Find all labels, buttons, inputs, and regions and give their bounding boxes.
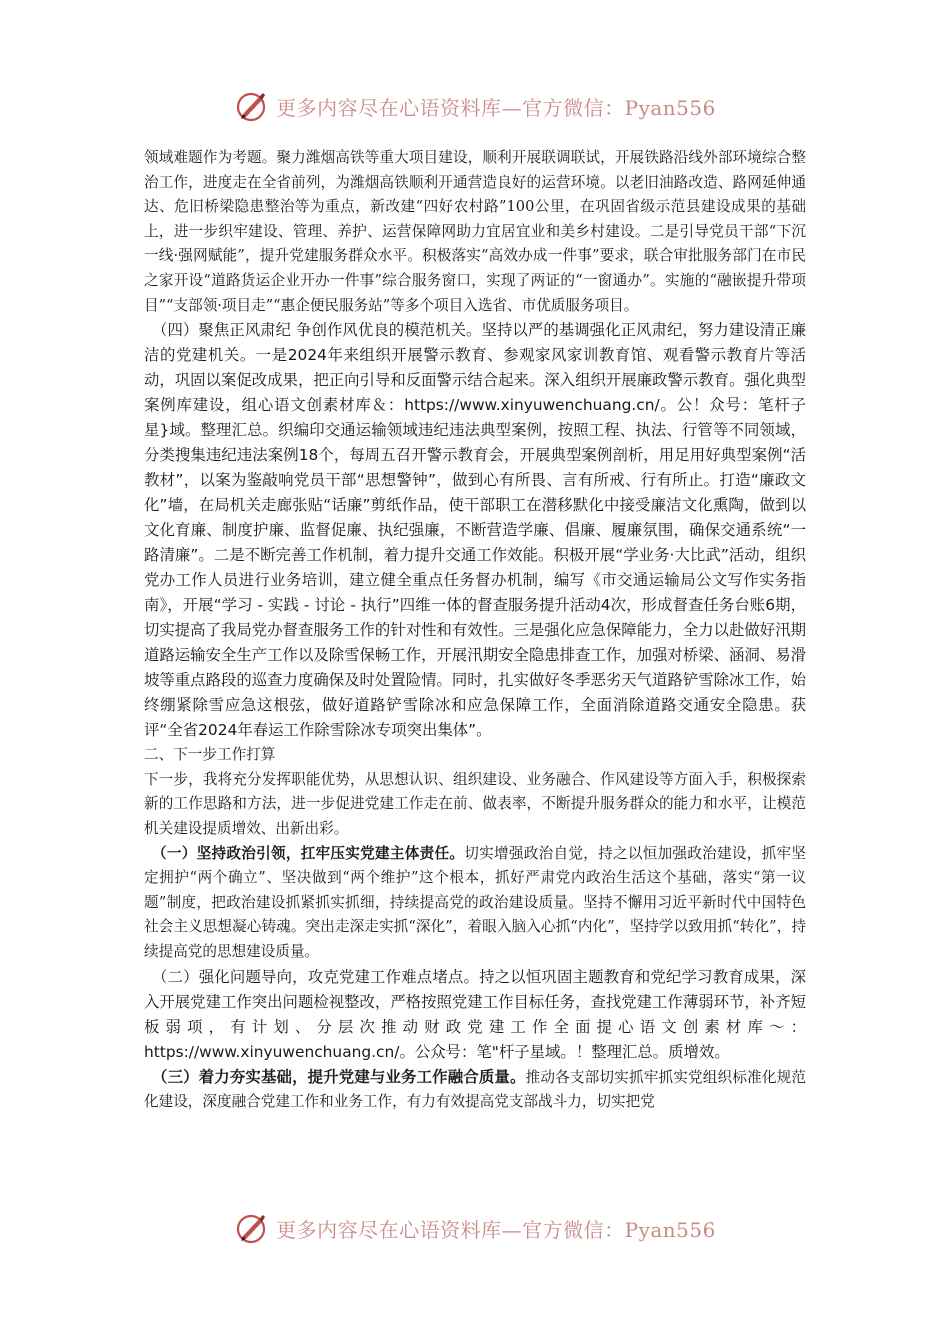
footer-watermark-banner: [0, 1206, 950, 1250]
paragraph-title: （一）坚持政治引领，扛牢压实党建主体责任。: [152, 844, 465, 862]
paragraph: （四）聚焦正风肃纪 争创作风优良的模范机关。坚持以严的基调强化正风肃纪，努力建设清正廉洁的党建机关。一是2024年来组织开展警示教育、参观家风家训教育馆、观看警示教育片等活动，巩固以案促改成果，把正向引导和反面警示结合起来。深入组织开展廉政警示教育。强化典型案例库建设，组心语文创素材库＆：https://www.xinyuwenchuang.cn/。公！众号：笔杆子星}域。整理汇总。织编印交通运输领域违纪违法典型案例，按照工程、执法、行管等不同领域，分类搜集违纪违法案例18个，每周五召开警示教育会，开展典型案例剖析，用足用好典型案例“活教材”，以案为鉴敲响党员干部“思想警钟”，做到心有所畏、言有所戒、行有所止。打造“廉政文化”墙，在局机关走廊张贴“话廉”剪纸作品，使干部职工在潜移默化中接受廉洁文化熏陶，做到以文化育廉、制度护廉、监督促廉、执纪强廉，不断营造学廉、倡廉、履廉氛围，确保交通系统“一路清廉”。二是不断完善工作机制，着力提升交通工作效能。积极开展“学业务·大比武”活动，组织党办工作人员进行业务培训，建立健全重点任务督办机制，编写《市交通运输局公文写作实务指南》，开展“学习 - 实践 - 讨论 - 执行”四维一体的督查服务提升活动4次，形成督查任务台账6期，切实提高了我局党办督查服务工作的针对性和有效性。三是强化应急保障能力，全力以赴做好汛期道路运输安全生产工作以及除雪保畅工作，开展汛期安全隐患排查工作，加强对桥梁、涵洞、易滑坡等重点路段的巡查力度确保及时处置险情。同时，扎实做好冬季恶劣天气道路铲雪除冰工作，始终绷紧除雪应急这根弦，做好道路铲雪除冰和应急保障工作，全面消除道路交通安全隐患。获评“全省2024年春运工作除雪除冰专项突出集体”。: [144, 321, 806, 740]
paragraph-body: 切实增强政治自觉，持之以恒加强政治建设，抓牢坚定拥护“两个确立”、坚决做到“两个维护”这个根本，抓好严肃党内政治生活这个基础，落实“第一议题”制度，把政治建设抓紧抓实抓细，持续提高党的政治建设质量。坚持不懈用习近平新时代中国特色社会主义思想凝心铸魂。突出走深走实抓“深化”，着眼入脑入心抓“内化”，坚持学以致用抓“转化”，持续提高党的思想建设质量。: [144, 844, 806, 960]
paragraph: [144, 1065, 806, 1115]
footer-watermark-text: 更多内容尽在心语资料库—官方微信：Pyan556: [276, 1217, 716, 1242]
document-body: [144, 146, 806, 1115]
paragraph-title: （三）着力夯实基础，提升党建与业务工作融合质量。: [152, 1067, 526, 1086]
paragraph: 下一步，我将充分发挥职能优势，从思想认识、组织建设、业务融合、作风建设等方面入手，积极探索新的工作思路和方法，进一步促进党建工作走在前、做表率，不断提升服务群众的能力和水平，让模范机关建设提质增效、出新出彩。: [144, 770, 806, 837]
paragraph: 领域难题作为考题。聚力潍烟高铁等重大项目建设，顺利开展联调联试，开展铁路沿线外部环境综合整治工作，进度走在全省前列，为潍烟高铁顺利开通营造良好的运营环境。以老旧油路改造、路网延伸通达、危旧桥梁隐患整治等为重点，新改建“四好农村路”100公里，在巩固省级示范县建设成果的基础上，进一步织牢建设、管理、养护、运营保障网助力宜居宜业和美乡村建设。二是引导党员干部“下沉一线·强网赋能”，提升党建服务群众水平。积极落实“高效办成一件事”要求，联合审批服务部门在市民之家开设“道路货运企业开办一件事”综合服务窗口，实现了两证的“一窗通办”。实施的“融嵌提升带项目”“支部领·项目走”“惠企便民服务站”等多个项目入选省、市优质服务项目。: [144, 149, 806, 314]
pen-logo-icon: [234, 88, 270, 124]
header-watermark-text: 更多内容尽在心语资料库—官方微信：Pyan556: [276, 95, 716, 120]
section-heading: 二、下一步工作打算: [144, 746, 276, 764]
header-watermark-banner: [0, 84, 950, 128]
paragraph: （二）强化问题导向，攻克党建工作难点堵点。持之以恒巩固主题教育和党纪学习教育成果，深入开展党建工作突出问题检视整改，严格按照党建工作目标任务，查找党建工作薄弱环节，补齐短板弱项，有计划、分层次推动财政党建工作全面提心语文创素材库～：https://www.xinyuwenchuang.cn/。公众号：笔"杆子星域。！整理汇总。质增效。: [144, 967, 806, 1061]
pen-logo-icon: [234, 1210, 270, 1246]
paragraph-body: 推动各支部切实抓牢抓实党组织标准化规范化建设，深度融合党建工作和业务工作，有力有效提高党支部战斗力，切实把党: [144, 1068, 806, 1111]
paragraph: [144, 842, 806, 965]
